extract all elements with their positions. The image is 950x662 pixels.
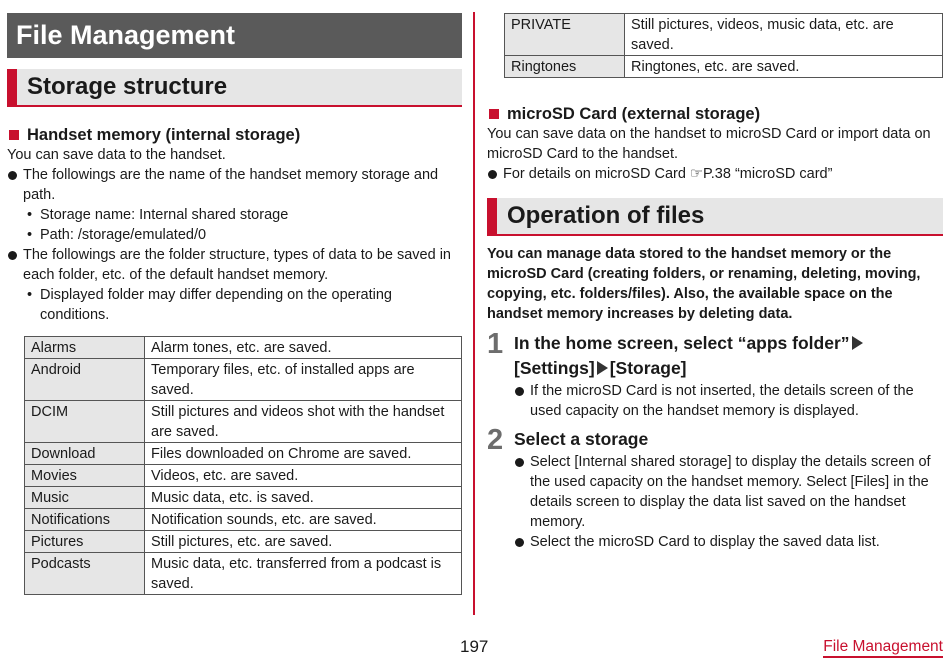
step-2-note-1: Select [Internal shared storage] to display the details screen of the used capacity on the handset memory. Select [Files] in the details screen to display the data list saved on the handset memory. xyxy=(514,452,943,532)
sub-storage-path: • Path: /storage/emulated/0 xyxy=(27,227,207,243)
arrow-right-icon xyxy=(852,336,863,350)
bullet-dot-icon xyxy=(515,458,524,467)
reference-pointer-icon: ☞ xyxy=(689,166,703,182)
handset-intro: You can save data to the handset. xyxy=(7,147,226,163)
microsd-heading: microSD Card (external storage) xyxy=(487,104,943,124)
bullet-storage-name-path: The followings are the name of the handset memory storage and path. xyxy=(7,165,462,205)
bullet-dot-icon xyxy=(8,251,17,260)
bullet-dot-icon xyxy=(8,171,17,180)
folder-table-continued xyxy=(504,13,943,78)
page-number: 197 xyxy=(460,637,489,656)
table-row: DCIM Still pictures and videos shot with the handset are saved. xyxy=(25,401,462,443)
table-row: Ringtones Ringtones, etc. are saved. xyxy=(505,56,943,78)
left-column xyxy=(7,0,462,595)
arrow-right-icon xyxy=(597,361,608,375)
square-bullet-icon xyxy=(9,130,19,140)
step-2 xyxy=(487,424,943,552)
step-1 xyxy=(487,328,943,421)
section-title-storage-structure: Storage structure xyxy=(7,69,462,107)
footer-chapter-link[interactable]: File Management xyxy=(823,638,943,658)
section-title-operation-of-files: Operation of files xyxy=(487,198,943,236)
sub-storage-name: • Storage name: Internal shared storage xyxy=(27,207,289,223)
step-number: 2 xyxy=(487,424,504,456)
column-divider xyxy=(473,12,475,615)
table-row: Movies Videos, etc. are saved. xyxy=(25,465,462,487)
microsd-block xyxy=(487,104,943,184)
sub-displayed-folder-note: • Displayed folder may differ depending on the operating conditions. xyxy=(27,287,392,323)
chapter-title: File Management xyxy=(7,13,462,58)
step-2-note-2: Select the microSD Card to display the saved data list. xyxy=(514,532,943,552)
step-2-title: Select a storage xyxy=(514,429,649,449)
right-column xyxy=(487,0,943,552)
bullet-microsd-reference: For details on microSD Card ☞P.38 “microSD card” xyxy=(487,164,943,184)
folder-table xyxy=(24,336,462,595)
bullet-dot-icon xyxy=(515,387,524,396)
handset-memory-heading: Handset memory (internal storage) xyxy=(7,125,462,145)
handset-memory-block xyxy=(7,125,462,325)
table-row: Download Files downloaded on Chrome are saved. xyxy=(25,443,462,465)
table-row: PRIVATE Still pictures, videos, music data, etc. are saved. xyxy=(505,14,943,56)
table-row: Pictures Still pictures, etc. are saved. xyxy=(25,531,462,553)
table-row: Android Temporary files, etc. of installed apps are saved. xyxy=(25,359,462,401)
microsd-page-link[interactable]: P.38 “microSD card” xyxy=(702,166,833,182)
table-row: Notifications Notification sounds, etc. are saved. xyxy=(25,509,462,531)
bullet-dot-icon xyxy=(488,170,497,179)
step-1-title: In the home screen, select “apps folder” [Settings] [Storage] xyxy=(514,331,943,381)
bullet-dot-icon xyxy=(515,538,524,547)
bullet-folder-structure: The followings are the folder structure, types of data to be saved in each folder, etc. of the default handset memory. xyxy=(7,245,462,285)
step-1-note: If the microSD Card is not inserted, the details screen of the used capacity on the handset memory is displayed. xyxy=(514,381,943,421)
microsd-text: You can save data on the handset to microSD Card or import data on microSD Card to the handset. xyxy=(487,126,931,162)
step-number: 1 xyxy=(487,328,504,360)
table-row: Podcasts Music data, etc. transferred from a podcast is saved. xyxy=(25,553,462,595)
square-bullet-icon xyxy=(489,109,499,119)
table-row: Alarms Alarm tones, etc. are saved. xyxy=(25,337,462,359)
operation-intro: You can manage data stored to the handset memory or the microSD Card (creating folders, or renaming, deleting, moving, copying, etc. folders/files). Also, the available space on the handset memory increases by deleting data. xyxy=(487,246,921,322)
table-row: Music Music data, etc. is saved. xyxy=(25,487,462,509)
